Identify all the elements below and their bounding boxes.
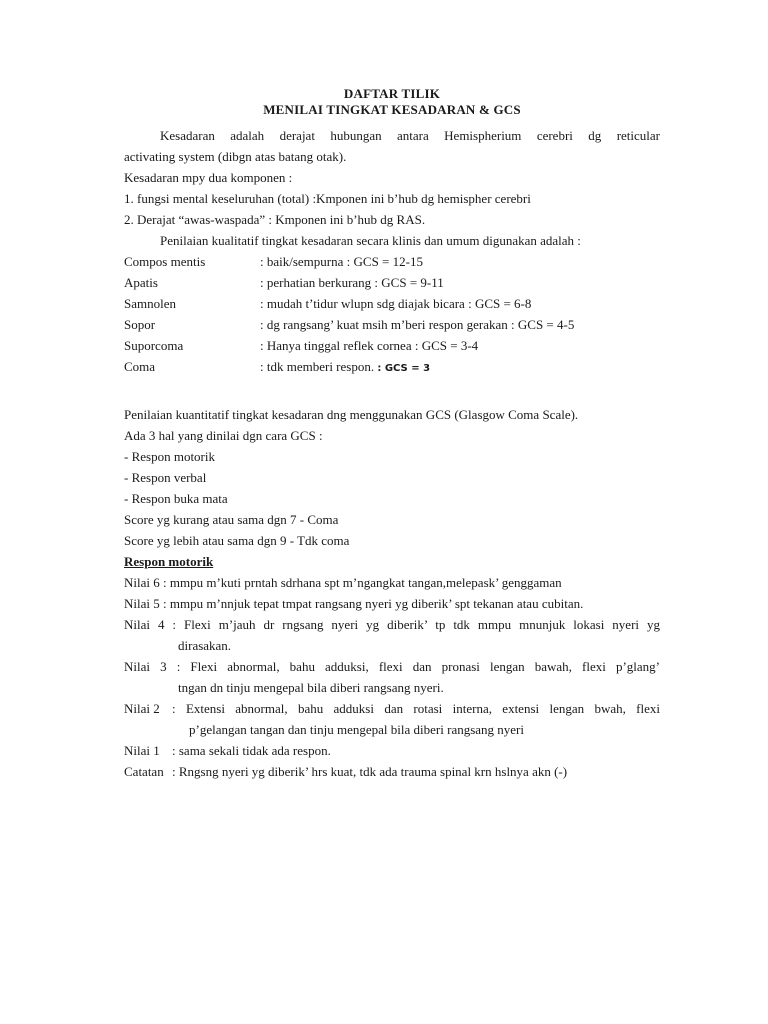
level-desc: : Hanya tinggal reflek cornea : GCS = 3-4 <box>260 338 479 353</box>
motor-note-text: : Rngsng nyeri yg diberik’ hrs kuat, tdk ada trauma spinal krn hslnya akn (-) <box>172 764 568 779</box>
level-row <box>124 296 531 312</box>
title-line-2: MENILAI TINGKAT KESADARAN & GCS <box>263 102 521 117</box>
motor-score-4-line-2: dirasakan. <box>178 638 232 653</box>
level-gcs-value: : GCS = 3 <box>377 363 431 374</box>
motor-note-label: Catatan <box>124 764 164 779</box>
score-coma: Score yg kurang atau sama dgn 7 - Coma <box>124 512 339 527</box>
quantitative-intro: Penilaian kuantitatif tingkat kesadaran dng menggunakan GCS (Glasgow Coma Scale). <box>124 407 579 422</box>
level-row <box>124 338 478 354</box>
motor-note <box>124 764 567 780</box>
level-row <box>124 275 444 291</box>
level-desc: : perhatian berkurang : GCS = 9-11 <box>260 275 444 290</box>
gcs-items-intro: Ada 3 hal yang dinilai dgn cara GCS : <box>124 428 323 443</box>
component-item-1: 1. fungsi mental keseluruhan (total) :Kmponen ini b’hub dg hemispher cerebri <box>124 191 531 206</box>
score-not-coma: Score yg lebih atau sama dgn 9 - Tdk coma <box>124 533 350 548</box>
motor-score-1-text: : sama sekali tidak ada respon. <box>172 743 331 758</box>
motor-score-2-line-2: p’gelangan tangan dan tinju mengepal bila diberi rangsang nyeri <box>189 722 524 737</box>
level-term: Apatis <box>124 275 158 290</box>
level-row <box>124 359 430 377</box>
level-row <box>124 317 574 333</box>
level-term: Sopor <box>124 317 156 332</box>
intro-paragraph-line-1: Kesadaran adalah derajat hubungan antara Hemispherium cerebri dg reticular <box>160 128 660 143</box>
level-term: Compos mentis <box>124 254 206 269</box>
motor-score-2-text: : Extensi abnormal, bahu adduksi dan rotasi interna, extensi lengan bwah, flexi <box>172 701 660 716</box>
level-desc: : baik/sempurna : GCS = 12-15 <box>260 254 423 269</box>
motor-score-2-line-1 <box>124 701 660 717</box>
level-desc: : mudah t’tidur wlupn sdg diajak bicara : GCS = 6-8 <box>260 296 532 311</box>
level-row <box>124 254 423 270</box>
component-item-2: 2. Derajat “awas-waspada” : Kmponen ini b’hub dg RAS. <box>124 212 426 227</box>
intro-paragraph-line-2: activating system (dibgn atas batang otak). <box>124 149 347 164</box>
title-line-1: DAFTAR TILIK <box>343 86 441 101</box>
motor-score-3-line-1: Nilai 3 : Flexi abnormal, bahu adduksi, flexi dan pronasi lengan bawah, flexi p’glang’ <box>124 659 660 674</box>
level-desc: : dg rangsang’ kuat msih m’beri respon gerakan : GCS = 4-5 <box>260 317 575 332</box>
components-intro: Kesadaran mpy dua komponen : <box>124 170 293 185</box>
level-term: Suporcoma <box>124 338 184 353</box>
gcs-item-motor: - Respon motorik <box>124 449 215 464</box>
motor-score-3-line-2: tngan dn tinju mengepal bila diberi rangsang nyeri. <box>178 680 444 695</box>
motor-score-4-line-1: Nilai 4 : Flexi m’jauh dr rngsang nyeri yg diberik’ tp tdk mmpu mnunjuk lokasi nyeri yg <box>124 617 660 632</box>
level-term: Samnolen <box>124 296 176 311</box>
motor-score-1 <box>124 743 331 759</box>
motor-heading: Respon motorik <box>124 554 214 569</box>
document-title <box>124 86 660 118</box>
gcs-item-eye: - Respon buka mata <box>124 491 228 506</box>
qualitative-intro: Penilaian kualitatif tingkat kesadaran secara klinis dan umum digunakan adalah : <box>160 233 581 248</box>
motor-score-2-label: Nilai 2 <box>124 701 160 716</box>
level-term: Coma <box>124 359 156 374</box>
level-desc: : tdk memberi respon. <box>260 359 375 374</box>
gcs-item-verbal: - Respon verbal <box>124 470 207 485</box>
motor-score-6: Nilai 6 : mmpu m’kuti prntah sdrhana spt m’ngangkat tangan,melepask’ genggaman <box>124 575 562 590</box>
motor-score-1-label: Nilai 1 <box>124 743 160 758</box>
motor-score-5: Nilai 5 : mmpu m’nnjuk tepat tmpat rangsang nyeri yg diberik’ spt tekanan atau cubitan. <box>124 596 584 611</box>
